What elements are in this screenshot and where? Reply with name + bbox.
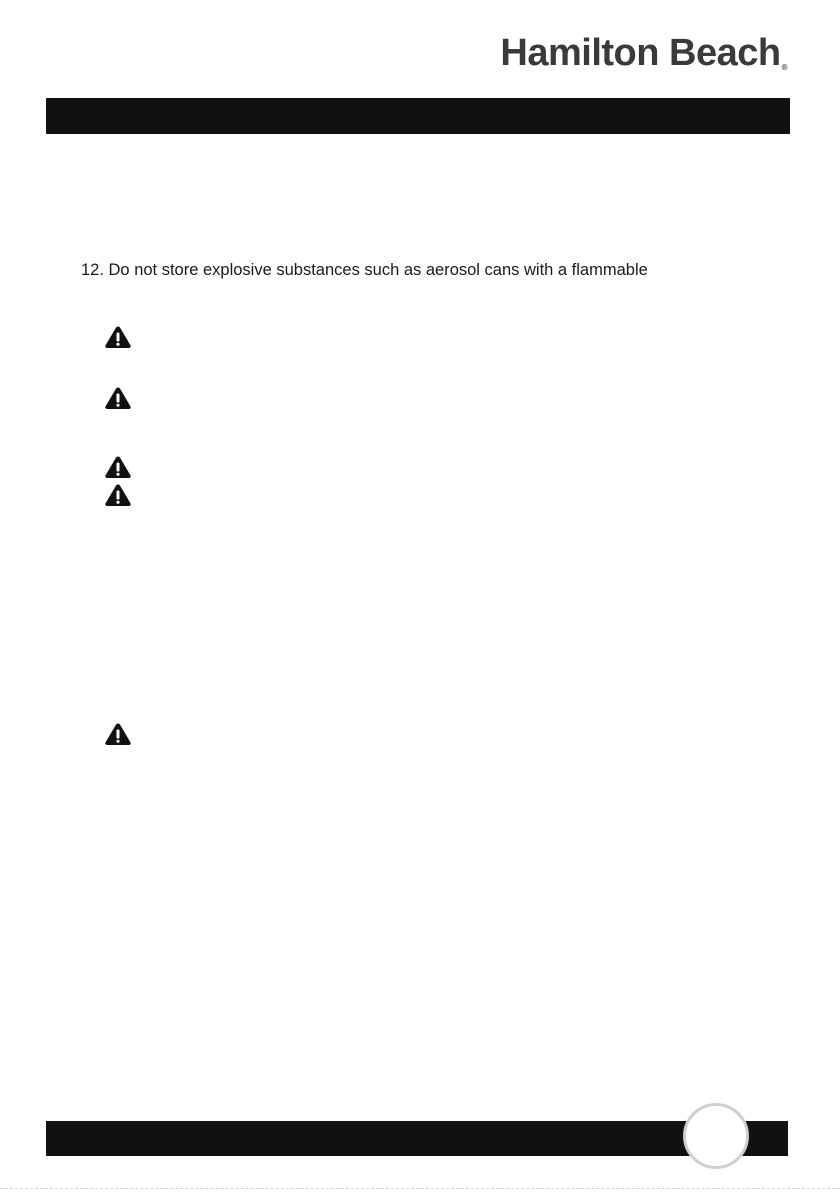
warning-triangle-icon: [104, 455, 132, 479]
page-edge-rule: [0, 1188, 840, 1189]
page-number-badge: [683, 1103, 749, 1169]
header-bar: [46, 98, 790, 134]
warning-triangle-icon: [104, 483, 132, 507]
warning-triangle-icon: [104, 386, 132, 410]
instruction-item-12: 12. Do not store explosive substances such as aerosol cans with a flammable: [81, 261, 648, 279]
warning-triangle-icon: [104, 325, 132, 349]
footer-bar: [46, 1121, 788, 1156]
registered-mark: ®: [781, 63, 787, 72]
brand-logo: [500, 34, 787, 72]
warning-triangle-icon: [104, 722, 132, 746]
brand-name: Hamilton Beach: [500, 32, 781, 74]
